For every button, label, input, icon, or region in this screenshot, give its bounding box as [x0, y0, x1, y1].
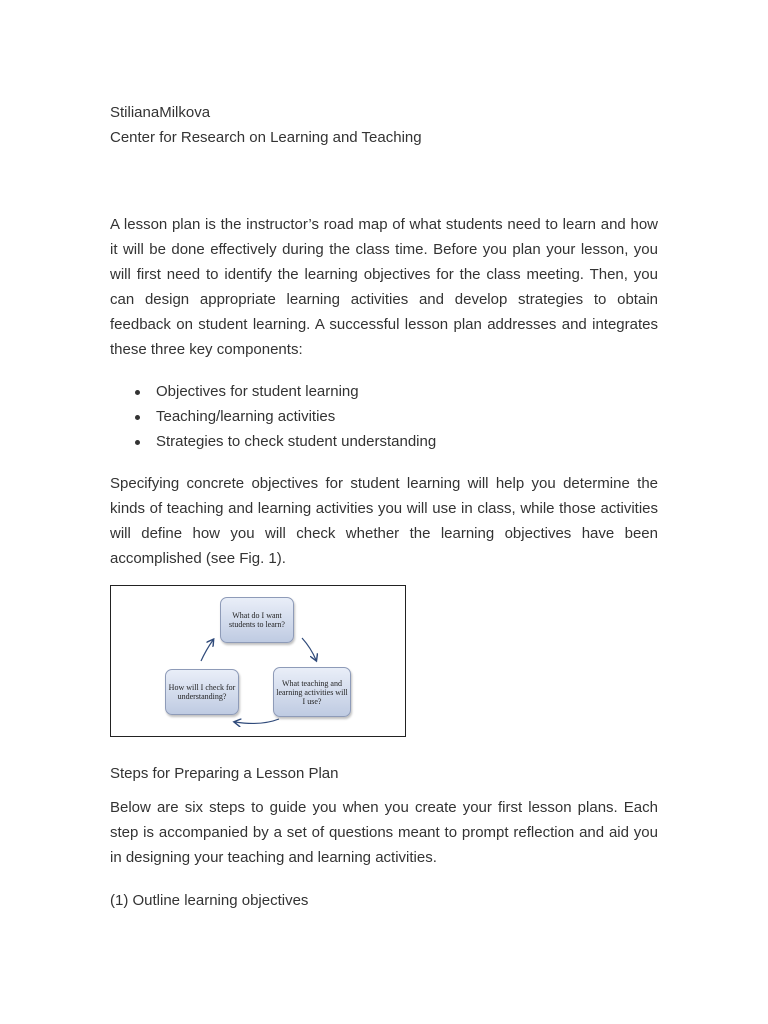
document-page [110, 100, 658, 913]
author-affiliation: Center for Research on Learning and Teaching [110, 129, 422, 146]
objectives-paragraph: Specifying concrete objectives for student learning will help you determine the kinds of teaching and learning activities you will use in class, while those activities will define how you will check whether the learning objectives have been accomplished (see Fig. 1). [110, 475, 658, 567]
list-item: Objectives for student learning [156, 379, 658, 404]
cycle-box-activities: What teaching and learning activities will I use? [273, 667, 351, 717]
list-item: Teaching/learning activities [156, 404, 658, 429]
cycle-box-learn: What do I want students to learn? [220, 597, 294, 643]
list-item: Strategies to check student understanding [156, 429, 658, 454]
intro-paragraph: A lesson plan is the instructor’s road map of what students need to learn and how it will be done effectively during the class time. Before you plan your lesson, you will first need to identify the learning objectives for the class meeting. Then, you can design appropriate learning activities and develop strategies to obtain feedback on student learning. A successful lesson plan addresses and integrates these three key components: [110, 216, 658, 358]
lesson-cycle-figure [110, 585, 406, 737]
arrow-left-to-top [201, 640, 213, 661]
components-list [110, 379, 658, 454]
section-heading: Steps for Preparing a Lesson Plan [110, 765, 339, 782]
step-heading: (1) Outline learning objectives [110, 892, 309, 909]
author-name: StilianaMilkova [110, 104, 211, 121]
arrow-right-to-left [235, 719, 279, 723]
arrow-top-to-right [302, 638, 316, 660]
steps-intro-paragraph: Below are six steps to guide you when you create your first lesson plans. Each step is accompanied by a set of questions meant to prompt reflection and aid you in designing your teaching and learning activities. [110, 799, 658, 866]
cycle-box-check: How will I check for understanding? [165, 669, 239, 715]
